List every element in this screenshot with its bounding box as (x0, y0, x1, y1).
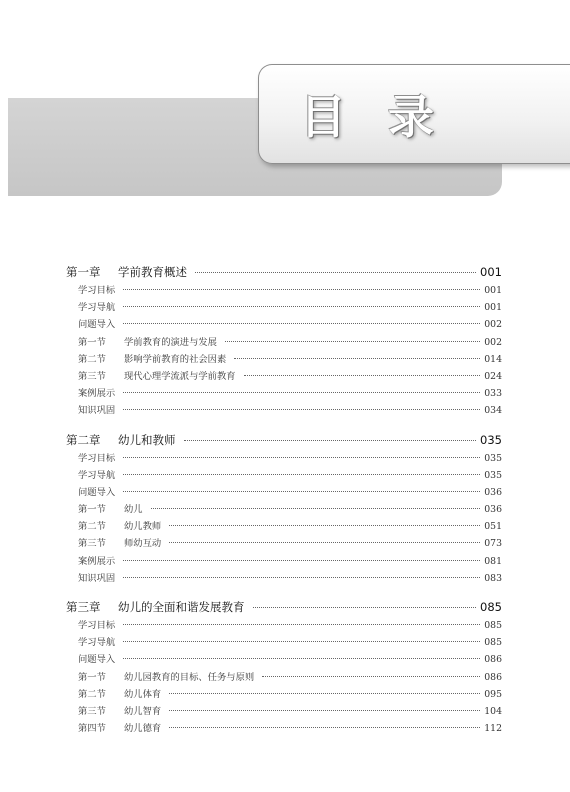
dot-leader (184, 440, 477, 441)
page-title (300, 84, 470, 144)
entry-title: 幼儿园教育的目标、任务与原则 (124, 671, 255, 683)
entry-title: 学习目标 (78, 452, 116, 464)
dot-leader (244, 375, 481, 376)
dot-leader (123, 491, 480, 492)
chapter-title: 幼儿和教师 (118, 432, 176, 447)
entry-page: 112 (484, 723, 502, 735)
entry-title: 幼儿 (124, 504, 143, 516)
dot-leader (123, 409, 480, 410)
title-char-2: 录 (388, 90, 434, 144)
toc-item[interactable] (66, 450, 502, 467)
entry-page: 035 (484, 452, 502, 464)
toc-section[interactable] (66, 669, 502, 686)
entry-page: 002 (484, 336, 502, 348)
section-number: 第一节 (78, 336, 106, 348)
dot-leader (123, 560, 480, 561)
toc-section[interactable] (66, 351, 502, 368)
chapter-title: 幼儿的全面和谐发展教育 (118, 600, 245, 614)
section-number: 第四节 (78, 723, 106, 735)
entry-page: 083 (484, 572, 502, 584)
toc-section[interactable] (66, 720, 502, 737)
toc-section[interactable] (66, 334, 502, 351)
toc-item[interactable] (66, 617, 502, 634)
entry-page: 104 (484, 705, 502, 717)
section-number: 第二节 (78, 521, 106, 533)
entry-title: 学习导航 (78, 469, 116, 481)
entry-page: 014 (484, 353, 502, 365)
entry-page: 051 (484, 521, 502, 533)
entry-page: 036 (484, 504, 502, 516)
entry-page: 033 (484, 388, 502, 400)
entry-title: 学习目标 (78, 620, 116, 631)
dot-leader (123, 289, 480, 290)
entry-page: 095 (484, 688, 502, 700)
dot-leader (225, 341, 480, 342)
toc-item[interactable] (66, 553, 502, 570)
entry-page: 073 (484, 538, 502, 550)
dot-leader (123, 323, 480, 324)
chapter-number: 第三章 (66, 600, 101, 614)
entry-title: 幼儿智育 (124, 705, 162, 717)
toc-chapter[interactable] (66, 262, 502, 282)
section-number: 第一节 (78, 671, 106, 683)
toc-item[interactable] (66, 467, 502, 484)
dot-leader (123, 577, 480, 578)
title-char-1: 目 (300, 90, 346, 144)
entry-title: 学习导航 (78, 637, 116, 649)
section-number: 第三节 (78, 538, 106, 550)
section-number: 第二节 (78, 688, 106, 700)
section-number: 第三节 (78, 705, 106, 717)
entry-title: 知识巩固 (78, 405, 116, 417)
toc-section[interactable] (66, 518, 502, 535)
dot-leader (123, 658, 480, 659)
toc-section[interactable] (66, 686, 502, 703)
entry-page: 085 (484, 620, 502, 631)
dot-leader (262, 676, 480, 677)
entry-title: 学习导航 (78, 302, 116, 314)
section-number: 第一节 (78, 504, 106, 516)
dot-leader (151, 508, 481, 509)
entry-page: 035 (484, 469, 502, 481)
entry-title: 幼儿体育 (124, 688, 162, 700)
dot-leader (195, 272, 476, 273)
toc-item[interactable] (66, 484, 502, 501)
dot-leader (123, 474, 480, 475)
toc-section[interactable] (66, 368, 502, 385)
entry-title: 问题导入 (78, 319, 116, 331)
entry-page: 001 (484, 302, 502, 314)
toc-item[interactable] (66, 385, 502, 402)
entry-page: 036 (484, 486, 502, 498)
entry-title: 案例展示 (78, 555, 116, 567)
chapter-number: 第一章 (66, 265, 101, 279)
toc-chapter[interactable] (66, 430, 502, 450)
entry-title: 幼儿教师 (124, 521, 162, 533)
section-number: 第三节 (78, 370, 106, 382)
entry-title: 案例展示 (78, 388, 116, 400)
entry-title: 问题导入 (78, 486, 116, 498)
dot-leader (123, 392, 480, 393)
entry-title: 知识巩固 (78, 572, 116, 584)
entry-page: 024 (484, 370, 502, 382)
toc-item[interactable] (66, 299, 502, 316)
section-number: 第二节 (78, 353, 106, 365)
entry-page: 001 (484, 285, 502, 296)
dot-leader (234, 358, 480, 359)
dot-leader (123, 641, 480, 642)
dot-leader (123, 306, 480, 307)
chapter-page: 085 (480, 600, 502, 614)
entry-page: 085 (484, 637, 502, 649)
dot-leader (123, 624, 480, 625)
dot-leader (169, 693, 480, 694)
entry-page: 034 (484, 405, 502, 417)
chapter-title: 学前教育概述 (118, 265, 187, 279)
entry-page: 086 (484, 671, 502, 683)
chapter-page: 001 (480, 265, 502, 279)
entry-page: 002 (484, 319, 502, 331)
chapter-number: 第二章 (66, 432, 101, 447)
entry-title: 影响学前教育的社会因素 (124, 353, 227, 365)
entry-title: 幼儿德育 (124, 723, 162, 735)
toc-item[interactable] (66, 651, 502, 668)
dot-leader (169, 727, 480, 728)
entry-title: 师幼互动 (124, 538, 162, 550)
chapter-page: 035 (480, 432, 502, 447)
dot-leader (253, 607, 477, 608)
table-of-contents (66, 262, 502, 737)
entry-page: 086 (484, 654, 502, 666)
toc-section[interactable] (66, 703, 502, 720)
toc-item[interactable] (66, 634, 502, 651)
entry-title: 问题导入 (78, 654, 116, 666)
entry-title: 学前教育的演进与发展 (124, 336, 217, 348)
toc-section[interactable] (66, 535, 502, 552)
dot-leader (169, 525, 480, 526)
dot-leader (123, 457, 480, 458)
dot-leader (169, 710, 480, 711)
entry-title: 现代心理学流派与学前教育 (124, 370, 236, 382)
dot-leader (169, 542, 480, 543)
entry-page: 081 (484, 555, 502, 567)
entry-title: 学习目标 (78, 285, 116, 296)
toc-item[interactable] (66, 316, 502, 333)
toc-section[interactable] (66, 501, 502, 518)
toc-item[interactable] (66, 282, 502, 299)
toc-item[interactable] (66, 402, 502, 419)
toc-chapter[interactable] (66, 597, 502, 617)
toc-item[interactable] (66, 570, 502, 587)
